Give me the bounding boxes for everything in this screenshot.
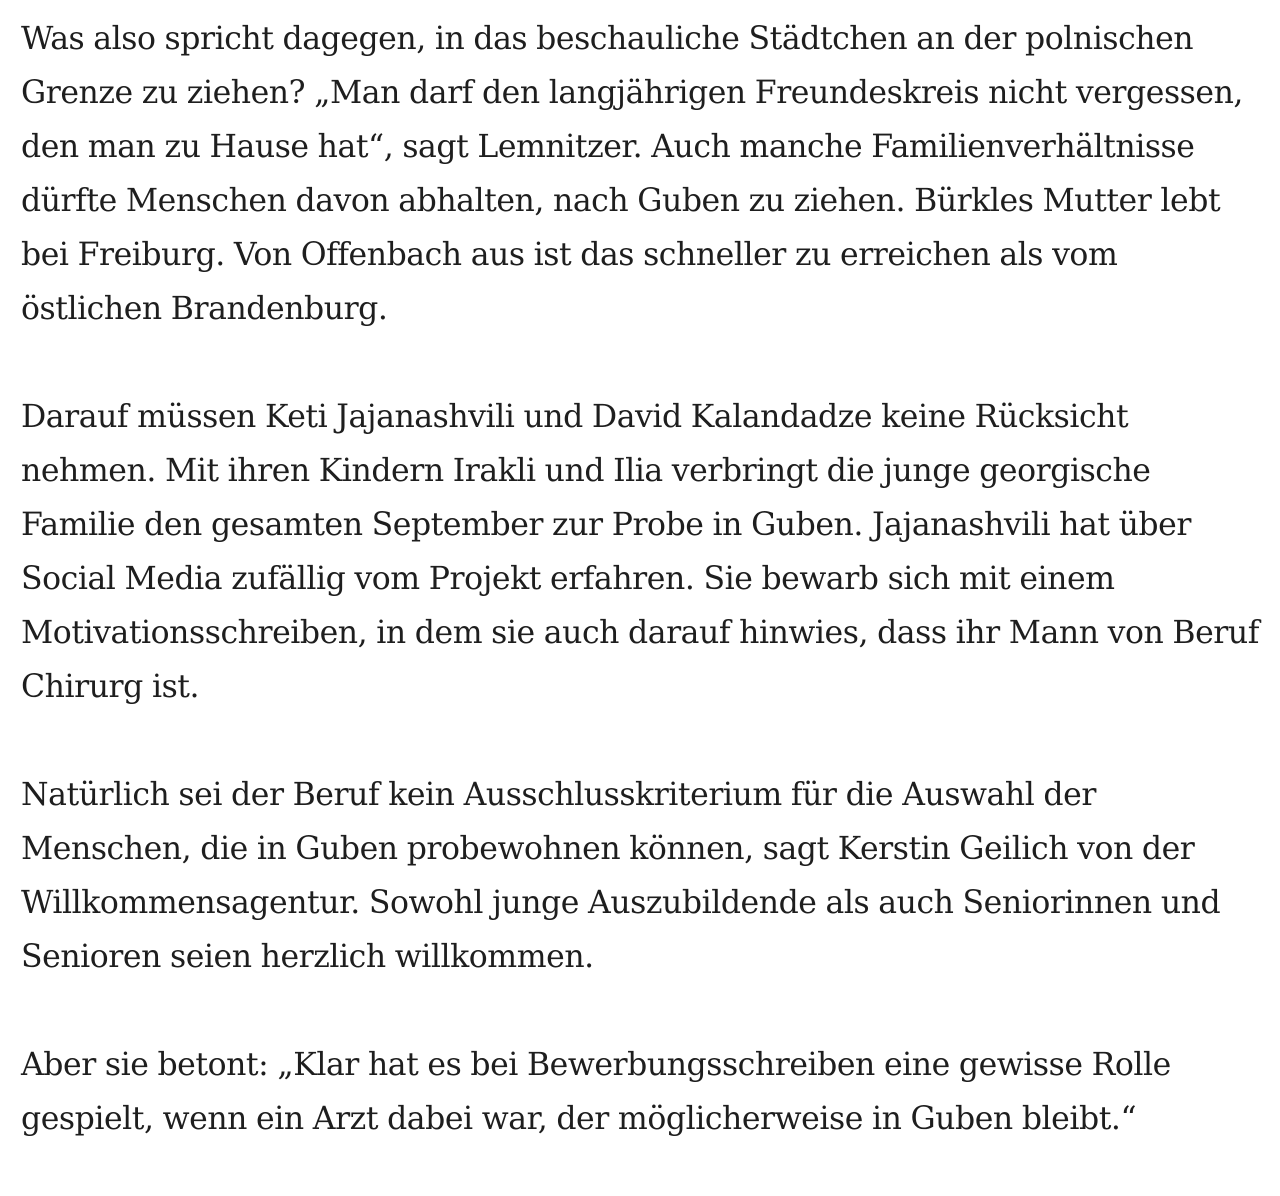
article-paragraph-4: Aber sie betont: „Klar hat es bei Bewerbungsschreiben eine gewisse Rolle gespielt, wenn ein Arzt dabei war, der möglicherweise in Guben bleibt.“ [21,1047,1171,1137]
article-paragraph-2: Darauf müssen Keti Jajanashvili und David Kalandadze keine Rücksicht nehmen. Mit ihren Kindern Irakli und Ilia verbringt die junge georgische Familie den gesamten September zur Probe in Guben. Jajanashvili hat über Social Media zufällig vom Projekt erfahren. Sie bewarb sich mit einem Motivationsschreiben, in dem sie auch darauf hinwies, dass ihr Mann von Beruf Chirurg ist. [21,399,1259,705]
article-body [21,12,1261,1146]
article-paragraph-1: Was also spricht dagegen, in das beschauliche Städtchen an der polnischen Grenze zu ziehen? „Man darf den langjährigen Freundeskreis nicht vergessen, den man zu Hause hat“, sagt Lemnitzer. Auch manche Familienverhältnisse dürfte Menschen davon abhalten, nach Guben zu ziehen. Bürkles Mutter lebt bei Freiburg. Von Offenbach aus ist das schneller zu erreichen als vom östlichen Brandenburg. [21,21,1243,327]
article-paragraph-3: Natürlich sei der Beruf kein Ausschlusskriterium für die Auswahl der Menschen, die in Guben probewohnen können, sagt Kerstin Geilich von der Willkommensagentur. Sowohl junge Auszubildende als auch Seniorinnen und Senioren seien herzlich willkommen. [21,777,1221,975]
